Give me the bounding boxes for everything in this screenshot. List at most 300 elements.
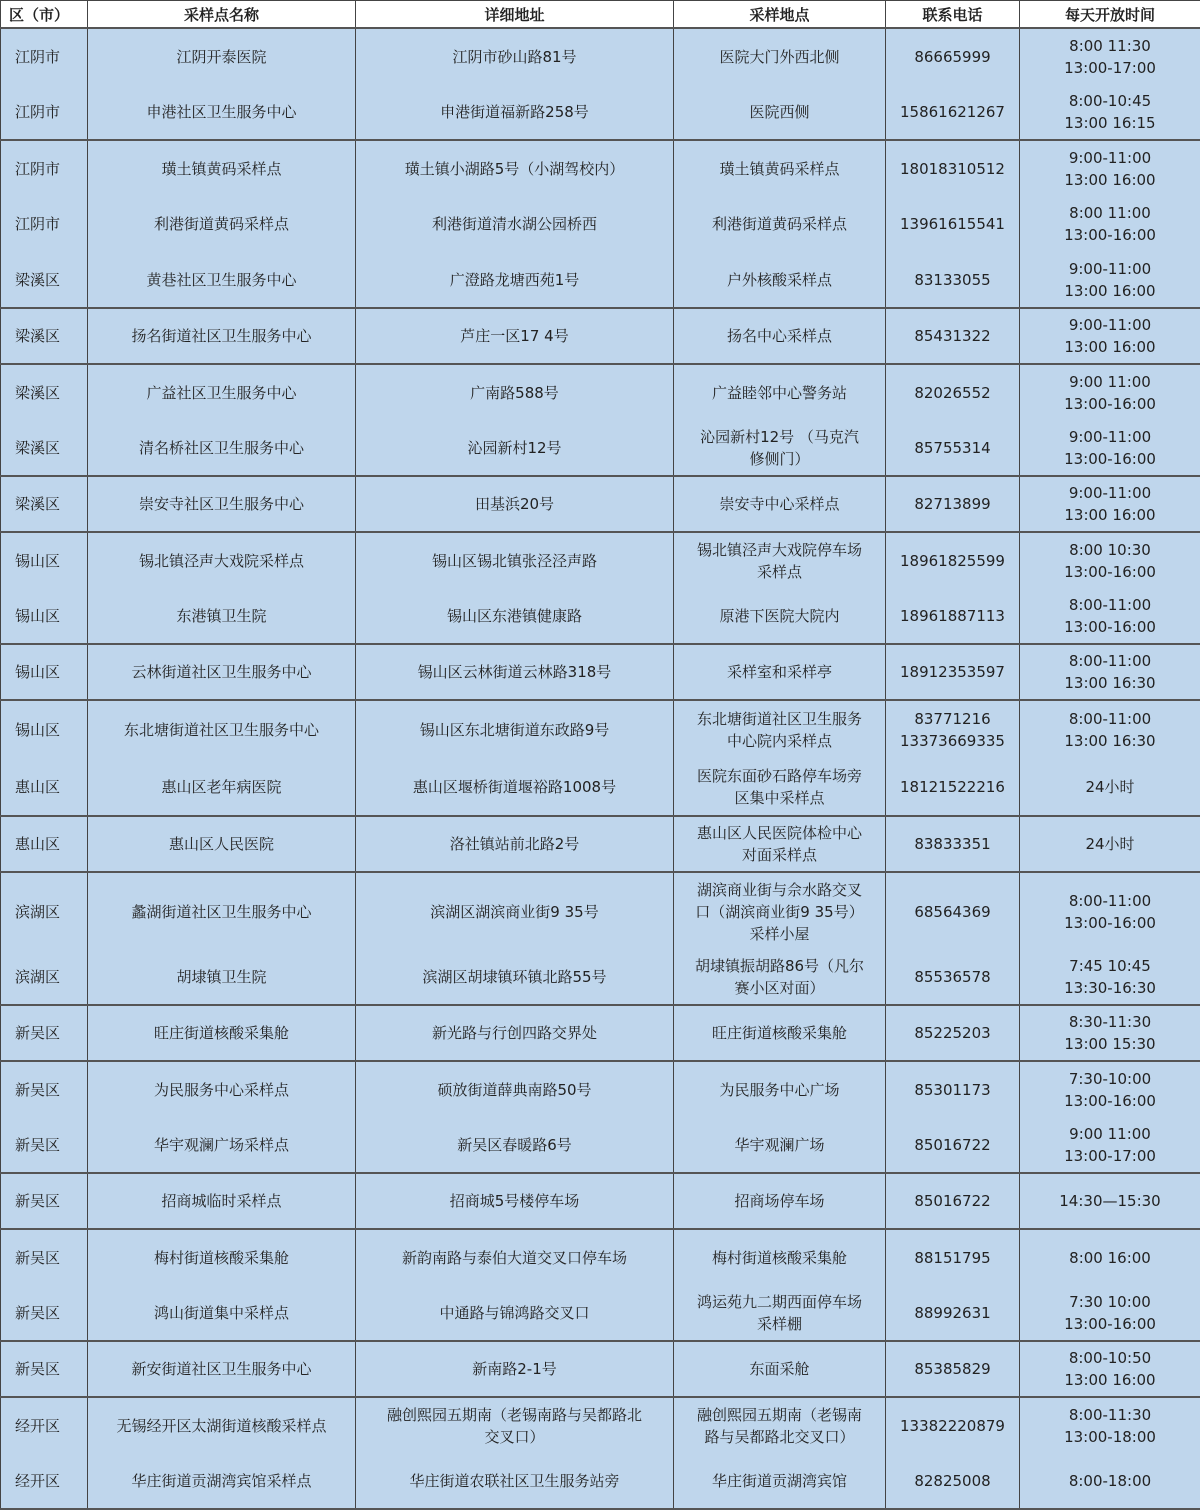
header-sampling-location: 采样地点 [674,1,886,29]
header-district: 区（市） [1,1,88,29]
phone-cell [886,476,1020,532]
address-cell: 惠山区堰桥街道堰裕路1008号 [356,758,674,816]
site-name-cell: 申港社区卫生服务中心 [88,84,356,140]
sampling-location-cell-line: 东面采舱 [749,1360,810,1378]
site-name-cell: 无锡经开区太湖街道核酸采样点 [88,1397,356,1453]
header-address: 详细地址 [356,1,674,29]
address-cell: 田基浜20号 [356,476,674,532]
header-phone: 联系电话 [886,1,1020,29]
phone-cell [886,588,1020,644]
sampling-location-cell [674,872,886,950]
opening-hours-cell-line: 8:00-11:30 [1068,1405,1152,1424]
phone-cell-line: 13382220879 [900,1416,1005,1435]
sampling-location-cell [674,364,886,420]
sampling-location-cell-line: 招商场停车场 [734,1192,825,1210]
phone-cell [886,84,1020,140]
district-cell: 新吴区 [1,1173,88,1229]
sampling-location-cell-line: 采样小屋 [749,924,810,943]
address-cell: 中通路与锦鸿路交叉口 [356,1285,674,1341]
sampling-location-cell [674,1229,886,1285]
opening-hours-cell [1020,1453,1200,1509]
sampling-location-cell-line: 户外核酸采样点 [726,270,832,289]
sampling-location-cell-line: 华宇观澜广场 [734,1135,825,1154]
district-cell: 江阴市 [1,196,88,252]
district-cell: 锡山区 [1,644,88,700]
opening-hours-cell [1020,1005,1200,1061]
sampling-location-cell-line: 东北塘街道社区卫生服务 [696,709,862,728]
opening-hours-cell-line: 8:30-11:30 [1068,1013,1152,1031]
opening-hours-cell-line: 8:00-11:00 [1068,652,1152,670]
phone-cell-line: 82026552 [914,383,991,402]
opening-hours-cell-line: 13:00-16:00 [1064,1314,1156,1333]
address-cell [356,1397,674,1453]
address-cell: 广澄路龙塘西苑1号 [356,252,674,308]
phone-cell-line: 85385829 [914,1360,991,1378]
phone-cell-line: 85016722 [914,1192,991,1210]
opening-hours-cell-line: 13:00-17:00 [1064,1146,1156,1165]
address-cell: 滨湖区胡埭镇环镇北路55号 [356,950,674,1005]
opening-hours-cell-line: 8:00-10:50 [1068,1349,1152,1367]
phone-cell [886,1229,1020,1285]
site-name-cell: 招商城临时采样点 [88,1173,356,1229]
phone-cell [886,252,1020,308]
opening-hours-cell-line: 7:30-10:00 [1068,1069,1152,1088]
site-name-cell: 崇安寺社区卫生服务中心 [88,476,356,532]
opening-hours-cell-line: 13:00-16:00 [1064,449,1156,468]
address-cell: 硕放街道薛典南路50号 [356,1061,674,1117]
address-cell: 新南路2-1号 [356,1341,674,1397]
phone-cell-line: 85225203 [914,1024,991,1042]
opening-hours-cell-line: 13:00-17:00 [1064,58,1156,77]
sampling-location-cell [674,1285,886,1341]
phone-cell-line: 68564369 [914,902,991,921]
address-cell: 锡山区锡北镇张泾泾声路 [356,532,674,588]
site-name-cell: 旺庄街道核酸采集舱 [88,1005,356,1061]
opening-hours-cell-line: 13:00-18:00 [1064,1427,1156,1446]
table-row [1,420,1200,476]
phone-cell [886,1285,1020,1341]
site-name-cell: 利港街道黄码采样点 [88,196,356,252]
table-row [1,1173,1200,1229]
opening-hours-cell [1020,816,1200,872]
district-cell: 滨湖区 [1,950,88,1005]
sampling-location-cell-line: 华庄街道贡湖湾宾馆 [711,1471,847,1490]
table-row [1,84,1200,140]
opening-hours-cell [1020,1341,1200,1397]
opening-hours-cell [1020,476,1200,532]
address-cell-line: 融创熙园五期南（老锡南路与吴都路北 [386,1405,642,1424]
opening-hours-cell-line: 13:00 16:30 [1064,731,1156,750]
sampling-location-cell-line: 湖滨商业街与佘水路交叉 [696,880,862,899]
sampling-location-cell-line: 原港下医院大院内 [719,606,840,625]
opening-hours-cell-line: 24小时 [1085,835,1135,853]
opening-hours-cell [1020,420,1200,476]
district-cell: 新吴区 [1,1061,88,1117]
phone-cell [886,1341,1020,1397]
sampling-location-cell-line: 扬名中心采样点 [726,327,832,345]
sampling-location-cell [674,28,886,84]
phone-cell-line: 83133055 [914,270,991,289]
table-row [1,950,1200,1005]
opening-hours-cell [1020,950,1200,1005]
table-row [1,644,1200,700]
site-name-cell: 蠡湖街道社区卫生服务中心 [88,872,356,950]
opening-hours-cell-line: 8:00-11:00 [1068,709,1152,728]
opening-hours-cell-line: 8:00-11:00 [1068,891,1152,910]
opening-hours-cell [1020,1285,1200,1341]
phone-cell-line: 83771216 [914,709,991,728]
opening-hours-cell [1020,196,1200,252]
sampling-location-cell-line: 医院东面砂石路停车场旁 [696,766,862,785]
sampling-location-cell-line: 利港街道黄码采样点 [711,215,847,233]
phone-cell-line: 85301173 [914,1080,991,1099]
table-row [1,1061,1200,1117]
sampling-location-cell-line: 旺庄街道核酸采集舱 [711,1024,847,1042]
table-row [1,1397,1200,1453]
sampling-location-cell [674,758,886,816]
sampling-location-cell-line: 采样点 [756,562,802,581]
sampling-location-cell-line: 中心院内采样点 [726,731,832,750]
phone-cell-line: 86665999 [914,47,991,66]
sampling-location-cell [674,816,886,872]
phone-cell-line: 18121522216 [900,777,1005,796]
sampling-location-cell [674,1397,886,1453]
table-row [1,1005,1200,1061]
district-cell: 江阴市 [1,84,88,140]
opening-hours-cell-line: 24小时 [1085,777,1135,796]
district-cell: 梁溪区 [1,476,88,532]
district-cell: 江阴市 [1,140,88,196]
opening-hours-cell-line: 8:00 11:30 [1069,36,1151,55]
address-cell: 广南路588号 [356,364,674,420]
phone-cell-line: 18961825599 [900,551,1005,570]
phone-cell [886,700,1020,758]
opening-hours-cell-line: 13:00-16:00 [1064,226,1156,244]
sampling-location-cell [674,644,886,700]
table-row [1,1341,1200,1397]
site-name-cell: 扬名街道社区卫生服务中心 [88,308,356,364]
site-name-cell: 锡北镇泾声大戏院采样点 [88,532,356,588]
sampling-location-cell [674,420,886,476]
sampling-location-cell-line: 修侧门） [749,449,810,468]
opening-hours-cell [1020,1173,1200,1229]
opening-hours-cell-line: 7:45 10:45 [1069,957,1151,975]
phone-cell-line: 83833351 [914,835,991,853]
header-opening-hours: 每天开放时间 [1020,1,1200,29]
opening-hours-cell [1020,28,1200,84]
address-cell-line: 交叉口） [484,1427,545,1446]
phone-cell [886,1061,1020,1117]
site-name-cell: 东港镇卫生院 [88,588,356,644]
opening-hours-cell [1020,644,1200,700]
address-cell: 招商城5号楼停车场 [356,1173,674,1229]
sampling-location-cell [674,700,886,758]
site-name-cell: 华庄街道贡湖湾宾馆采样点 [88,1453,356,1509]
site-name-cell: 江阴开泰医院 [88,28,356,84]
site-name-cell: 惠山区人民医院 [88,816,356,872]
opening-hours-cell-line: 7:30 10:00 [1069,1292,1151,1311]
sampling-location-cell [674,532,886,588]
table-body [1,28,1200,1509]
table-row [1,758,1200,816]
opening-hours-cell-line: 9:00-11:00 [1068,484,1152,502]
opening-hours-cell-line: 8:00-18:00 [1068,1471,1152,1490]
district-cell: 新吴区 [1,1341,88,1397]
address-cell: 锡山区东港镇健康路 [356,588,674,644]
phone-cell [886,950,1020,1005]
sampling-location-cell [674,588,886,644]
sampling-location-cell [674,950,886,1005]
opening-hours-cell-line: 9:00 11:00 [1069,372,1151,391]
opening-hours-cell [1020,308,1200,364]
opening-hours-cell-line: 13:00 16:00 [1064,506,1156,524]
address-cell: 江阴市砂山路81号 [356,28,674,84]
table-row [1,872,1200,950]
site-name-cell: 华宇观澜广场采样点 [88,1117,356,1173]
sampling-location-cell-line: 口（湖滨商业街9 35号） [695,902,864,921]
sampling-location-cell [674,1005,886,1061]
opening-hours-cell [1020,364,1200,420]
table-row [1,252,1200,308]
table-row [1,700,1200,758]
phone-cell [886,1173,1020,1229]
opening-hours-cell-line: 9:00-11:00 [1068,316,1152,334]
sampling-location-cell-line: 惠山区人民医院体检中心 [696,824,862,842]
district-cell: 惠山区 [1,758,88,816]
sampling-location-cell-line: 崇安寺中心采样点 [719,495,840,513]
site-name-cell: 惠山区老年病医院 [88,758,356,816]
sampling-location-cell-line: 路与吴都路北交叉口） [704,1427,855,1446]
table-row [1,588,1200,644]
site-name-cell: 黄巷社区卫生服务中心 [88,252,356,308]
phone-cell-line: 18912353597 [900,663,1005,681]
sampling-location-cell [674,1061,886,1117]
opening-hours-cell-line: 13:00 16:00 [1064,1371,1156,1389]
district-cell: 梁溪区 [1,420,88,476]
district-cell: 新吴区 [1,1005,88,1061]
phone-cell [886,816,1020,872]
opening-hours-cell [1020,84,1200,140]
phone-cell-line: 88151795 [914,1248,991,1267]
opening-hours-cell-line: 13:00-16:00 [1064,394,1156,413]
sampling-location-cell-line: 融创熙园五期南（老锡南 [696,1405,862,1424]
sampling-location-cell-line: 医院西侧 [749,102,810,121]
district-cell: 锡山区 [1,588,88,644]
table-row [1,1229,1200,1285]
opening-hours-cell [1020,1061,1200,1117]
address-cell: 璜土镇小湖路5号（小湖驾校内） [356,140,674,196]
phone-cell [886,644,1020,700]
district-cell: 新吴区 [1,1285,88,1341]
district-cell: 梁溪区 [1,364,88,420]
table-row [1,140,1200,196]
phone-cell-line: 85431322 [914,327,991,345]
table-row [1,1453,1200,1509]
opening-hours-cell-line: 13:30-16:30 [1064,979,1156,997]
opening-hours-cell-line: 13:00 15:30 [1064,1035,1156,1053]
sampling-location-cell [674,1173,886,1229]
sampling-location-cell-line: 医院大门外西北侧 [719,47,840,66]
site-name-cell: 梅村街道核酸采集舱 [88,1229,356,1285]
sampling-location-cell [674,84,886,140]
opening-hours-cell [1020,140,1200,196]
phone-cell [886,758,1020,816]
phone-cell-line: 82713899 [914,495,991,513]
sampling-location-cell [674,308,886,364]
phone-cell [886,532,1020,588]
district-cell: 经开区 [1,1453,88,1509]
address-cell: 新韵南路与泰伯大道交叉口停车场 [356,1229,674,1285]
sampling-location-cell-line: 锡北镇泾声大戏院停车场 [696,540,862,559]
site-name-cell: 为民服务中心采样点 [88,1061,356,1117]
district-cell: 新吴区 [1,1229,88,1285]
phone-cell-line: 15861621267 [900,102,1005,121]
address-cell: 申港街道福新路258号 [356,84,674,140]
sampling-location-cell-line: 璜土镇黄码采样点 [719,159,840,178]
site-name-cell: 璜土镇黄码采样点 [88,140,356,196]
phone-cell [886,140,1020,196]
opening-hours-cell-line: 8:00 16:00 [1069,1248,1151,1267]
opening-hours-cell [1020,872,1200,950]
site-name-cell: 胡埭镇卫生院 [88,950,356,1005]
phone-cell [886,872,1020,950]
opening-hours-cell [1020,588,1200,644]
address-cell: 新光路与行创四路交界处 [356,1005,674,1061]
sampling-location-cell [674,1453,886,1509]
opening-hours-cell [1020,532,1200,588]
district-cell: 经开区 [1,1397,88,1453]
table-row [1,816,1200,872]
phone-cell-line: 82825008 [914,1471,991,1490]
district-cell: 滨湖区 [1,872,88,950]
address-cell: 新吴区春暖路6号 [356,1117,674,1173]
district-cell: 新吴区 [1,1117,88,1173]
site-name-cell: 广益社区卫生服务中心 [88,364,356,420]
opening-hours-cell [1020,700,1200,758]
sampling-location-cell-line: 梅村街道核酸采集舱 [711,1248,847,1267]
sampling-location-cell [674,1341,886,1397]
opening-hours-cell-line: 13:00 16:00 [1064,170,1156,189]
opening-hours-cell-line: 8:00 11:00 [1069,204,1151,222]
opening-hours-cell-line: 9:00 11:00 [1069,1124,1151,1143]
site-name-cell: 东北塘街道社区卫生服务中心 [88,700,356,758]
table-header-row [1,1,1200,29]
sampling-location-cell-line: 胡埭镇振胡路86号（凡尔 [694,957,865,975]
phone-cell [886,420,1020,476]
phone-cell-line: 88992631 [914,1303,991,1322]
table-row [1,308,1200,364]
opening-hours-cell [1020,758,1200,816]
sampling-location-cell-line: 区集中采样点 [734,788,825,807]
phone-cell [886,308,1020,364]
district-cell: 江阴市 [1,28,88,84]
district-cell: 锡山区 [1,532,88,588]
site-name-cell: 鸿山街道集中采样点 [88,1285,356,1341]
opening-hours-cell-line: 13:00-16:00 [1064,562,1156,581]
sampling-location-cell [674,140,886,196]
opening-hours-cell [1020,1229,1200,1285]
opening-hours-cell-line: 8:00-10:45 [1068,91,1152,110]
phone-cell [886,1453,1020,1509]
opening-hours-cell-line: 9:00-11:00 [1068,259,1152,278]
sampling-location-cell-line: 鸿运苑九二期西面停车场 [696,1292,862,1311]
sampling-location-cell-line: 对面采样点 [741,846,817,864]
sampling-location-cell [674,476,886,532]
address-cell: 芦庄一区17 4号 [356,308,674,364]
site-name-cell: 云林街道社区卫生服务中心 [88,644,356,700]
opening-hours-cell-line: 14:30—15:30 [1059,1192,1161,1210]
opening-hours-cell-line: 9:00-11:00 [1068,427,1152,446]
opening-hours-cell-line: 13:00-16:00 [1064,617,1156,636]
header-site-name: 采样点名称 [88,1,356,29]
phone-cell-line: 18018310512 [900,159,1005,178]
district-cell: 锡山区 [1,700,88,758]
opening-hours-cell-line: 9:00-11:00 [1068,148,1152,167]
district-cell: 梁溪区 [1,252,88,308]
sampling-location-cell [674,1117,886,1173]
address-cell: 锡山区东北塘街道东政路9号 [356,700,674,758]
sampling-location-cell-line: 为民服务中心广场 [719,1080,840,1099]
phone-cell [886,1397,1020,1453]
phone-cell [886,364,1020,420]
phone-cell-line: 18961887113 [900,606,1005,625]
phone-cell [886,1117,1020,1173]
sampling-location-cell-line: 沁园新村12号 （马克汽 [700,427,859,446]
opening-hours-cell [1020,1397,1200,1453]
address-cell: 洛社镇站前北路2号 [356,816,674,872]
district-cell: 梁溪区 [1,308,88,364]
site-name-cell: 清名桥社区卫生服务中心 [88,420,356,476]
district-cell: 惠山区 [1,816,88,872]
address-cell: 利港街道清水湖公园桥西 [356,196,674,252]
opening-hours-cell-line: 13:00-16:00 [1064,913,1156,932]
address-cell: 锡山区云林街道云林路318号 [356,644,674,700]
table-row [1,28,1200,84]
sampling-location-cell [674,252,886,308]
address-cell: 滨湖区湖滨商业街9 35号 [356,872,674,950]
opening-hours-cell-line: 13:00 16:00 [1064,338,1156,356]
table-row [1,364,1200,420]
table-row [1,196,1200,252]
opening-hours-cell [1020,1117,1200,1173]
phone-cell [886,196,1020,252]
site-name-cell: 新安街道社区卫生服务中心 [88,1341,356,1397]
sampling-location-cell-line: 采样棚 [756,1314,802,1333]
address-cell: 沁园新村12号 [356,420,674,476]
phone-cell [886,28,1020,84]
phone-cell [886,1005,1020,1061]
address-cell: 华庄街道农联社区卫生服务站旁 [356,1453,674,1509]
sampling-location-cell [674,196,886,252]
phone-cell-line: 13961615541 [900,215,1005,233]
opening-hours-cell-line: 13:00-16:00 [1064,1091,1156,1110]
table-row [1,1117,1200,1173]
table-row [1,1285,1200,1341]
phone-cell-line: 85536578 [914,968,991,986]
opening-hours-cell-line: 8:00-11:00 [1068,595,1152,614]
sampling-location-cell-line: 赛小区对面） [734,979,825,997]
opening-hours-cell-line: 13:00 16:15 [1064,113,1156,132]
phone-cell-line: 85755314 [914,438,991,457]
table-row [1,532,1200,588]
phone-cell-line: 85016722 [914,1135,991,1154]
opening-hours-cell-line: 8:00 10:30 [1069,540,1151,559]
sampling-location-cell-line: 广益睦邻中心警务站 [711,383,847,402]
phone-cell-line: 13373669335 [900,731,1005,750]
opening-hours-cell-line: 13:00 16:00 [1064,281,1156,300]
sampling-location-cell-line: 采样室和采样亭 [726,663,832,681]
table-row [1,476,1200,532]
